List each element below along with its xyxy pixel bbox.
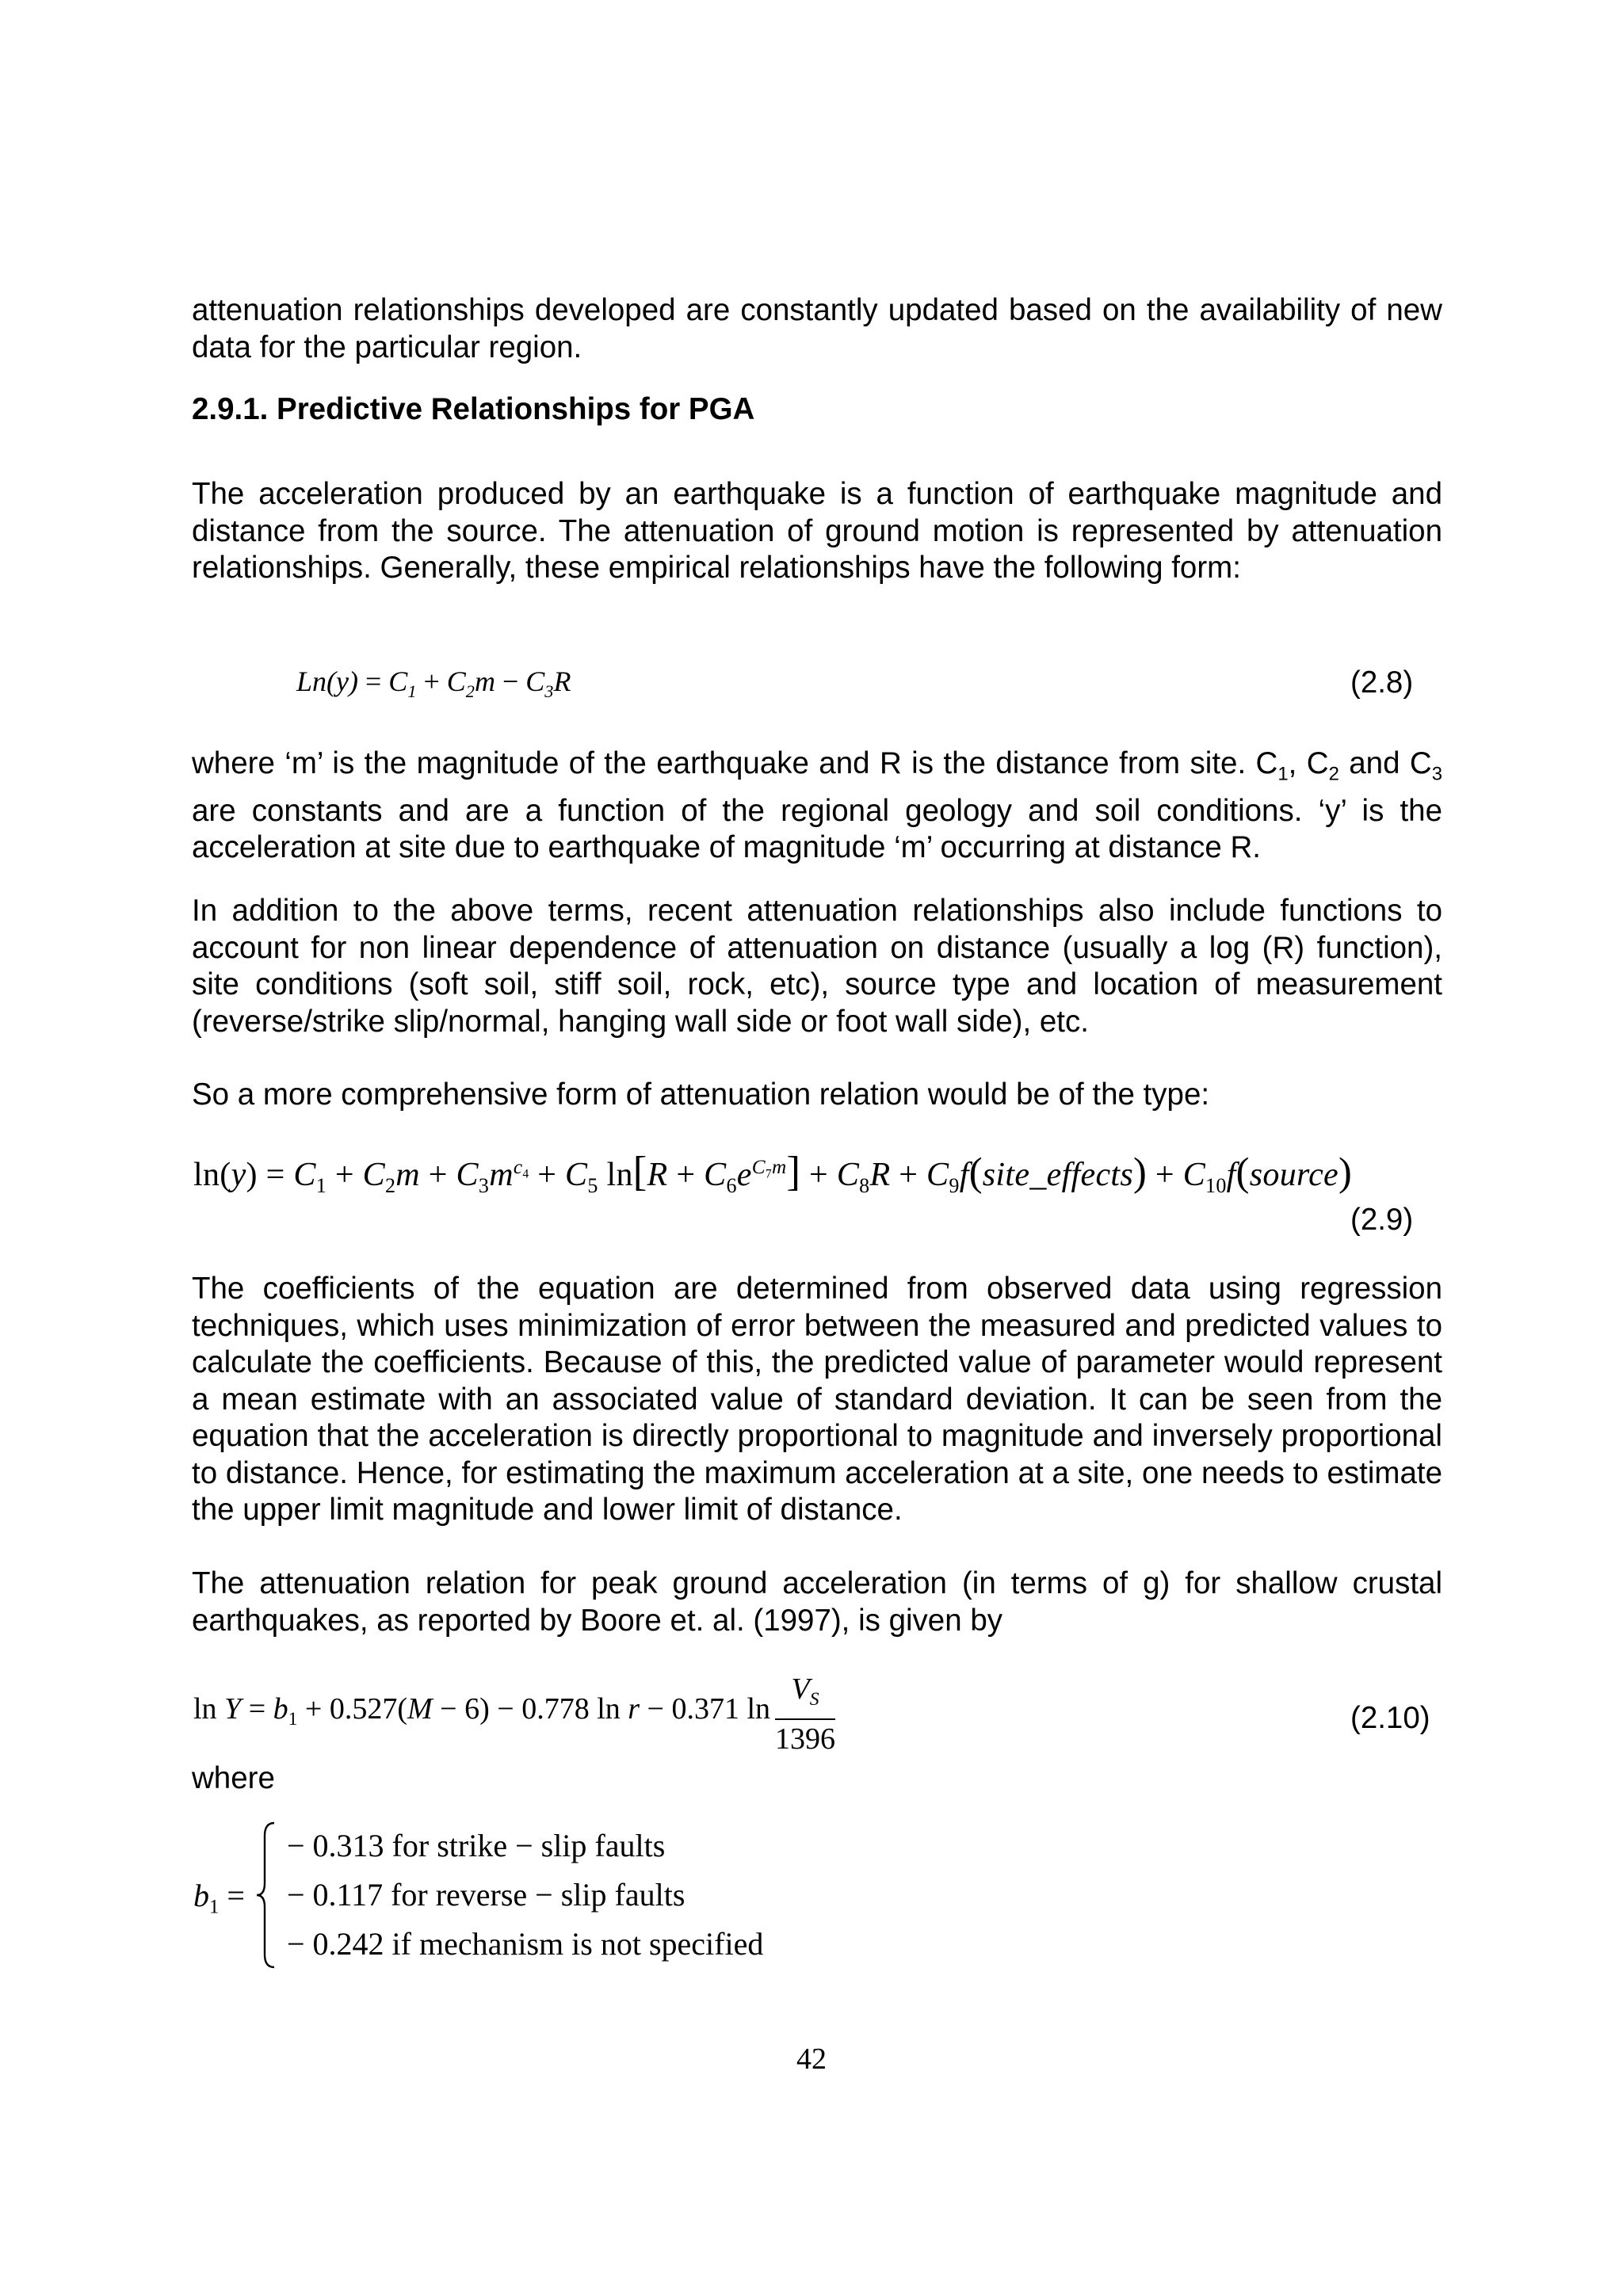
left-brace-icon — [254, 1820, 277, 1970]
page-number: 42 — [796, 2042, 827, 2076]
c1-subscript: 1 — [1277, 763, 1289, 785]
eq28-plus: + — [416, 666, 447, 697]
additional-terms-paragraph: In addition to the above terms, recent attenuation relationships also include functions to account for non linear dependence of attenuation on distance (usually a log (R) function), site conditions (soft soil, stiff soil, rock, etc), source type and location of measurement (reverse/strike slip/normal, hanging wall side or foot wall side), etc. — [192, 894, 1442, 1039]
vs-over-1396-fraction: $\frac{V_S}{1396}$ — [775, 1670, 835, 1758]
b1-case-unspecified: − 0.242 if mechanism is not specified — [287, 1926, 764, 1962]
eq28-m: m — [474, 666, 495, 697]
equation-number-2-10: (2.10) — [1350, 1701, 1430, 1735]
equation-number-2-9: (2.9) — [1350, 1203, 1414, 1237]
boore-paragraph: The attenuation relation for peak ground acceleration (in terms of g) for shallow crustal earthquakes, as reported by Boore et. al. (1997), is given by — [192, 1566, 1442, 1638]
equation-2-8 — [296, 664, 571, 709]
eq28-equals: = — [357, 666, 389, 697]
eq28-minus: − — [495, 666, 526, 697]
comprehensive-form-paragraph: So a more comprehensive form of attenuation relation would be of the type: — [192, 1077, 1210, 1112]
equation-2-10: $\ln Y = b_1 + 0.527(M - 6) - 0.778$ ln r − 0.371 ln $\frac{V_S}{1396}$ — [193, 1670, 835, 1758]
equation-number-2-8: (2.8) — [1350, 666, 1414, 700]
c2-subscript: 2 — [1328, 763, 1339, 785]
eq28-c3-sub: 3 — [544, 681, 554, 701]
coefficients-paragraph: The coefficients of the equation are determined from observed data using regression techniques, which uses minimization of error between the measured and predicted values to calculate the coefficients. Because of this, the predicted value of parameter would represent a mean estimate with an associated value of standard deviation. It can be seen from the equation that the acceleration is directly proportional to magnitude and inversely proportional to distance. Hence, for estimating the maximum acceleration at a site, one needs to estimate the upper limit magnitude and lower limit of distance. — [192, 1272, 1442, 1527]
where-label: where — [192, 1761, 275, 1795]
eq28-lhs: Ln(y) — [296, 666, 358, 697]
section-heading: 2.9.1. Predictive Relationships for PGA — [192, 392, 755, 426]
b1-lhs: $b_1$ = — [193, 1878, 245, 1918]
c3-subscript: 3 — [1431, 763, 1443, 785]
eq28-c2-sub: 2 — [465, 681, 475, 701]
eq28-c2: C — [446, 666, 466, 697]
eq28-c1: C — [388, 666, 408, 697]
b1-case-reverse-slip: − 0.117 for reverse − slip faults — [287, 1877, 685, 1913]
equation-2-9: $\ln(y) = C_1 + C_2m + C_3m^{c_4} + C_5$ $\ln[R + C_6e^{C_7m}] + C_8R$ + $C_9f(site\_effects)$ + $C_{10}f(source)$ — [193, 1149, 1353, 1198]
intro-paragraph: attenuation relationships developed are constantly updated based on the availability of new data for the particular region. — [192, 293, 1442, 364]
eq28-r: R — [553, 666, 571, 697]
eq28-c1-sub: 1 — [407, 681, 417, 701]
b1-case-strike-slip: − 0.313 for strike − slip faults — [287, 1828, 666, 1863]
where-paragraph: where ‘m’ is the magnitude of the earthquake and R is the distance from site. $C_1$, $C_2$ and $C_3$ are constants and are a function of the regional geology and soil conditions. ‘y’ is the acceleration at site due to earthquake of magnitude ‘m’ occurring at distance R. — [192, 746, 1443, 865]
eq28-c3: C — [525, 666, 545, 697]
acceleration-paragraph: The acceleration produced by an earthquake is a function of earthquake magnitude and distance from the source. The attenuation of ground motion is represented by attenuation relationships. Generally, these empirical relationships have the following form: — [192, 477, 1442, 585]
